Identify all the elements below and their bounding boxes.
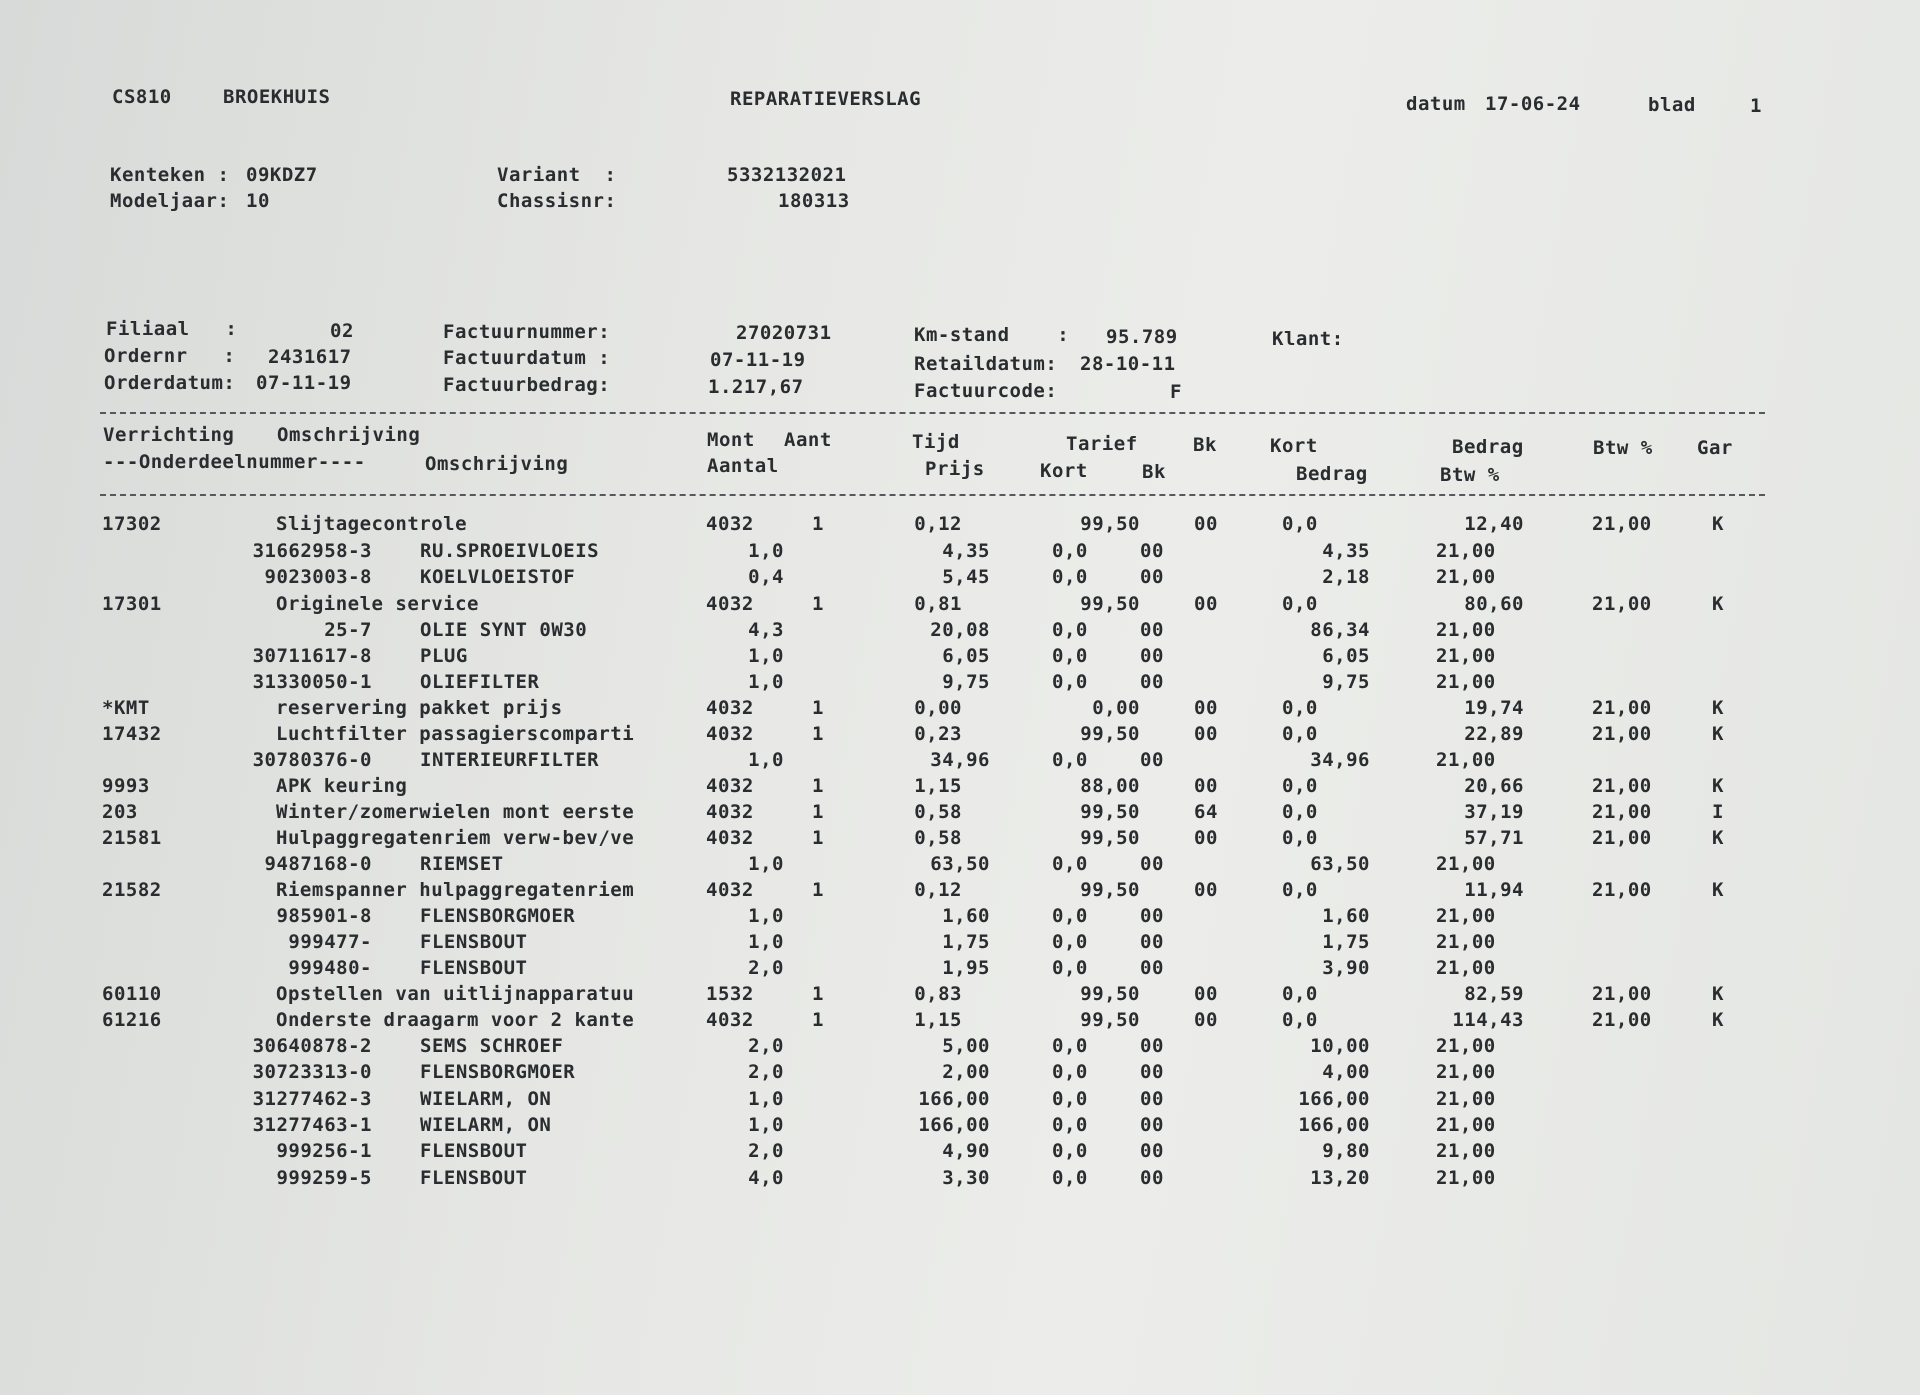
cell-kort: 0,0 [1052,619,1088,641]
cell-bedrag: 63,50 [1310,853,1370,875]
cell-mont: 4032 [706,775,754,797]
cell-bk: 00 [1194,723,1218,745]
cell-code: 9487168-0 [264,853,372,875]
orderdatum-value: 07-11-19 [256,372,352,394]
cell-aant: 1 [812,983,824,1005]
cell-aantal: 1,0 [748,749,784,771]
cell-bedrag: 4,00 [1322,1061,1370,1083]
cell-code: 30780376-0 [252,749,372,771]
cell-bedrag: 2,18 [1322,566,1370,588]
cell-bedrag: 86,34 [1310,619,1370,641]
col-bk: Bk [1193,434,1217,456]
cell-prijs: 1,95 [942,957,990,979]
cell-bk: 00 [1194,879,1218,901]
cell-code: 60110 [102,983,162,1005]
cell-bedrag: 57,71 [1464,827,1524,849]
cell-code: 31330050-1 [252,671,372,693]
cell-prijs: 63,50 [930,853,990,875]
cell-bk: 00 [1194,775,1218,797]
cell-desc: RU.SPROEIVLOEIS [420,540,600,562]
cell-desc: FLENSBOUT [420,1140,528,1162]
cell-bedrag: 80,60 [1464,593,1524,615]
cell-gar: K [1712,1009,1724,1031]
cell-kort: 0,0 [1052,749,1088,771]
factuurnummer-value: 27020731 [736,322,832,344]
cell-btw: 21,00 [1436,957,1496,979]
cell-tijd: 0,83 [914,983,962,1005]
retaildatum-value: 28-10-11 [1080,353,1176,375]
cell-btw: 21,00 [1436,749,1496,771]
cell-aant: 1 [812,723,824,745]
cell-bedrag: 20,66 [1464,775,1524,797]
cell-code: 17432 [102,723,162,745]
cell-bk: 00 [1194,513,1218,535]
cell-kort: 0,0 [1052,566,1088,588]
cell-btw: 21,00 [1436,1167,1496,1189]
cell-kort: 0,0 [1052,1114,1088,1136]
col-verrichting: Verrichting [103,424,235,446]
cell-desc: OLIEFILTER [420,671,540,693]
cell-bedrag: 37,19 [1464,801,1524,823]
cell-desc: Onderste draagarm voor 2 kante [276,1009,635,1031]
cell-desc: FLENSBOUT [420,1167,528,1189]
cell-aant: 1 [812,879,824,901]
col-onderdeelnummer: ---Onderdeelnummer---- [103,451,366,473]
cell-aantal: 1,0 [748,905,784,927]
factuurcode-label: Factuurcode: [914,380,1058,402]
kmstand-label: Km-stand : [914,324,1070,346]
cell-kort: 0,0 [1282,827,1318,849]
cell-bk: 64 [1194,801,1218,823]
cell-btw: 21,00 [1436,1140,1496,1162]
cell-tijd: 0,00 [914,697,962,719]
cell-code: 61216 [102,1009,162,1031]
modeljaar-value: 10 [246,190,270,212]
cell-desc: Slijtagecontrole [276,513,468,535]
cell-btw: 21,00 [1592,879,1652,901]
cell-code: 25-7 [324,619,372,641]
cell-bedrag: 1,75 [1322,931,1370,953]
cell-aantal: 2,0 [748,1140,784,1162]
cell-tijd: 0,58 [914,801,962,823]
cell-code: 21582 [102,879,162,901]
cell-code: 31662958-3 [252,540,372,562]
cell-tarief: 99,50 [1080,801,1140,823]
report-title: REPARATIEVERSLAG [730,88,922,110]
cell-bk: 00 [1140,1167,1164,1189]
cell-prijs: 1,60 [942,905,990,927]
cell-aantal: 1,0 [748,1088,784,1110]
cell-kort: 0,0 [1052,1061,1088,1083]
factuurcode-value: F [1170,381,1182,403]
cell-desc: Originele service [276,593,479,615]
filiaal-value: 02 [330,320,354,342]
cell-tijd: 0,12 [914,879,962,901]
cell-kort: 0,0 [1282,775,1318,797]
cell-bk: 00 [1140,931,1164,953]
cell-btw: 21,00 [1592,775,1652,797]
chassisnr-value: 180313 [778,190,850,212]
cell-aant: 1 [812,827,824,849]
cell-tarief: 99,50 [1080,827,1140,849]
cell-kort: 0,0 [1052,671,1088,693]
cell-bk: 00 [1194,697,1218,719]
cell-btw: 21,00 [1592,801,1652,823]
col-omschrijving-2: Omschrijving [425,453,569,475]
cell-desc: PLUG [420,645,468,667]
cell-gar: K [1712,697,1724,719]
cell-bk: 00 [1140,645,1164,667]
cell-btw: 21,00 [1436,566,1496,588]
cell-prijs: 4,35 [942,540,990,562]
cell-prijs: 9,75 [942,671,990,693]
chassisnr-label: Chassisnr: [497,190,617,212]
cell-bk: 00 [1140,957,1164,979]
datum-label: datum [1406,93,1466,115]
divider-top [100,412,1765,414]
cell-gar: K [1712,827,1724,849]
cell-prijs: 6,05 [942,645,990,667]
cell-bedrag: 166,00 [1298,1114,1370,1136]
variant-value: 5332132021 [727,164,847,186]
col-bk-2: Bk [1142,461,1166,483]
cell-code: 17302 [102,513,162,535]
klant-label: Klant: [1272,328,1344,350]
cell-btw: 21,00 [1436,540,1496,562]
factuurbedrag-value: 1.217,67 [708,376,804,398]
divider-header [100,494,1765,496]
cell-prijs: 5,45 [942,566,990,588]
factuurnummer-label: Factuurnummer: [443,321,611,343]
cell-bedrag: 9,75 [1322,671,1370,693]
orderdatum-label: Orderdatum: [104,372,236,394]
cell-code: 30711617-8 [252,645,372,667]
cell-tijd: 0,58 [914,827,962,849]
cell-code: 9023003-8 [264,566,372,588]
cell-desc: Luchtfilter passagierscomparti [276,723,635,745]
cell-bk: 00 [1140,749,1164,771]
cell-code: *KMT [102,697,150,719]
factuurbedrag-label: Factuurbedrag: [443,374,611,396]
col-tijd: Tijd [912,431,960,453]
cell-bedrag: 4,35 [1322,540,1370,562]
cell-tarief: 99,50 [1080,723,1140,745]
cell-prijs: 1,75 [942,931,990,953]
cell-tijd: 0,81 [914,593,962,615]
cell-code: 999480- [288,957,372,979]
cell-bk: 00 [1140,1088,1164,1110]
cell-bedrag: 11,94 [1464,879,1524,901]
cell-btw: 21,00 [1592,697,1652,719]
cell-kort: 0,0 [1282,1009,1318,1031]
cell-aant: 1 [812,775,824,797]
cell-kort: 0,0 [1052,905,1088,927]
cell-mont: 4032 [706,827,754,849]
cell-bedrag: 82,59 [1464,983,1524,1005]
cell-code: 999259-5 [276,1167,372,1189]
cell-btw: 21,00 [1592,827,1652,849]
cell-prijs: 4,90 [942,1140,990,1162]
col-bedrag: Bedrag [1452,436,1524,458]
cell-bk: 00 [1140,1114,1164,1136]
cell-bk: 00 [1140,566,1164,588]
cell-bedrag: 6,05 [1322,645,1370,667]
kenteken-label: Kenteken : [110,164,230,186]
cell-gar: K [1712,593,1724,615]
cell-btw: 21,00 [1436,931,1496,953]
cell-aantal: 2,0 [748,1061,784,1083]
cell-mont: 4032 [706,697,754,719]
cell-tarief: 88,00 [1080,775,1140,797]
cell-bedrag: 12,40 [1464,513,1524,535]
cell-desc: SEMS SCHROEF [420,1035,564,1057]
cell-tijd: 0,12 [914,513,962,535]
cell-kort: 0,0 [1282,801,1318,823]
cell-btw: 21,00 [1592,513,1652,535]
cell-desc: APK keuring [276,775,408,797]
cell-btw: 21,00 [1436,1114,1496,1136]
cell-kort: 0,0 [1052,645,1088,667]
cell-aantal: 4,0 [748,1167,784,1189]
cell-btw: 21,00 [1592,593,1652,615]
cell-prijs: 34,96 [930,749,990,771]
cell-bk: 00 [1140,1061,1164,1083]
cell-bedrag: 3,90 [1322,957,1370,979]
col-aant: Aant [784,429,832,451]
cell-desc: FLENSBOUT [420,957,528,979]
cell-code: 31277462-3 [252,1088,372,1110]
cell-code: 999477- [288,931,372,953]
cell-prijs: 166,00 [918,1114,990,1136]
cell-code: 30723313-0 [252,1061,372,1083]
col-mont: Mont [707,429,755,451]
col-tarief: Tarief [1066,433,1138,455]
cell-bk: 00 [1194,1009,1218,1031]
cell-aantal: 4,3 [748,619,784,641]
cell-kort: 0,0 [1052,1088,1088,1110]
col-prijs: Prijs [925,458,985,480]
col-btw: Btw % [1593,437,1653,459]
cell-aant: 1 [812,593,824,615]
cell-prijs: 2,00 [942,1061,990,1083]
cell-btw: 21,00 [1436,1061,1496,1083]
cell-aantal: 2,0 [748,1035,784,1057]
cell-bedrag: 13,20 [1310,1167,1370,1189]
col-aantal: Aantal [707,455,779,477]
cell-btw: 21,00 [1436,1035,1496,1057]
cell-tarief: 0,00 [1092,697,1140,719]
cell-mont: 4032 [706,879,754,901]
cell-aant: 1 [812,697,824,719]
cell-desc: Hulpaggregatenriem verw-bev/ve [276,827,635,849]
cell-kort: 0,0 [1282,723,1318,745]
cell-mont: 1532 [706,983,754,1005]
cell-bk: 00 [1194,983,1218,1005]
cell-bk: 00 [1140,619,1164,641]
datum-value: 17-06-24 [1485,93,1581,115]
cell-bk: 00 [1140,540,1164,562]
cell-kort: 0,0 [1052,931,1088,953]
cell-aantal: 0,4 [748,566,784,588]
cell-kort: 0,0 [1052,1035,1088,1057]
cell-desc: WIELARM, ON [420,1088,552,1110]
cell-aantal: 1,0 [748,931,784,953]
factuurdatum-value: 07-11-19 [710,349,806,371]
cell-code: 30640878-2 [252,1035,372,1057]
cell-mont: 4032 [706,1009,754,1031]
cell-bedrag: 1,60 [1322,905,1370,927]
cell-gar: K [1712,879,1724,901]
cell-bedrag: 34,96 [1310,749,1370,771]
cell-bk: 00 [1194,827,1218,849]
cell-gar: K [1712,983,1724,1005]
col-btw-2: Btw % [1440,464,1500,486]
filiaal-label: Filiaal : [106,318,238,340]
cell-code: 31277463-1 [252,1114,372,1136]
cell-desc: KOELVLOEISTOF [420,566,576,588]
cell-kort: 0,0 [1052,1167,1088,1189]
ordernr-label: Ordernr : [104,345,236,367]
cell-bk: 00 [1140,671,1164,693]
cell-kort: 0,0 [1052,957,1088,979]
cell-aantal: 1,0 [748,671,784,693]
cell-btw: 21,00 [1436,1088,1496,1110]
cell-bedrag: 22,89 [1464,723,1524,745]
cell-tarief: 99,50 [1080,1009,1140,1031]
cell-bedrag: 10,00 [1310,1035,1370,1057]
retaildatum-label: Retaildatum: [914,353,1058,375]
cell-prijs: 166,00 [918,1088,990,1110]
cell-btw: 21,00 [1592,723,1652,745]
cell-code: 999256-1 [276,1140,372,1162]
cell-gar: K [1712,723,1724,745]
cell-btw: 21,00 [1436,905,1496,927]
kenteken-value: 09KDZ7 [246,164,318,186]
cell-desc: WIELARM, ON [420,1114,552,1136]
cell-kort: 0,0 [1282,879,1318,901]
cell-btw: 21,00 [1436,619,1496,641]
cell-tijd: 1,15 [914,775,962,797]
cell-aant: 1 [812,801,824,823]
col-gar: Gar [1697,437,1733,459]
cell-btw: 21,00 [1436,853,1496,875]
cell-prijs: 3,30 [942,1167,990,1189]
cell-prijs: 20,08 [930,619,990,641]
cell-desc: reservering pakket prijs [276,697,563,719]
cell-desc: Winter/zomerwielen mont eerste [276,801,635,823]
cell-gar: K [1712,775,1724,797]
cell-bedrag: 166,00 [1298,1088,1370,1110]
ordernr-value: 2431617 [268,346,352,368]
cell-prijs: 5,00 [942,1035,990,1057]
cell-bedrag: 19,74 [1464,697,1524,719]
cell-bk: 00 [1140,1035,1164,1057]
cell-mont: 4032 [706,513,754,535]
cell-code: 17301 [102,593,162,615]
blad-label: blad [1648,94,1696,116]
variant-label: Variant : [497,164,617,186]
cell-code: 9993 [102,775,150,797]
cell-desc: FLENSBOUT [420,931,528,953]
cell-mont: 4032 [706,593,754,615]
col-kort: Kort [1270,435,1318,457]
cell-bk: 00 [1140,905,1164,927]
cell-btw: 21,00 [1436,671,1496,693]
cell-aant: 1 [812,513,824,535]
cell-desc: Opstellen van uitlijnapparatuu [276,983,635,1005]
cell-aantal: 1,0 [748,1114,784,1136]
col-kort-2: Kort [1040,460,1088,482]
cell-kort: 0,0 [1282,983,1318,1005]
cell-bedrag: 114,43 [1452,1009,1524,1031]
cell-aantal: 1,0 [748,645,784,667]
cell-desc: Riemspanner hulpaggregatenriem [276,879,635,901]
cell-gar: K [1712,513,1724,535]
cell-tarief: 99,50 [1080,879,1140,901]
blad-value: 1 [1750,95,1762,117]
cell-tarief: 99,50 [1080,983,1140,1005]
cell-mont: 4032 [706,723,754,745]
cell-bk: 00 [1140,1140,1164,1162]
company-name: BROEKHUIS [223,86,331,108]
cell-gar: I [1712,801,1724,823]
cell-bedrag: 9,80 [1322,1140,1370,1162]
cell-tarief: 99,50 [1080,513,1140,535]
cell-aantal: 2,0 [748,957,784,979]
cell-bk: 00 [1194,593,1218,615]
cell-btw: 21,00 [1592,983,1652,1005]
cell-mont: 4032 [706,801,754,823]
cell-code: 203 [102,801,138,823]
cell-btw: 21,00 [1592,1009,1652,1031]
cell-desc: OLIE SYNT 0W30 [420,619,588,641]
cell-tijd: 0,23 [914,723,962,745]
cell-tarief: 99,50 [1080,593,1140,615]
cell-tijd: 1,15 [914,1009,962,1031]
cell-kort: 0,0 [1282,513,1318,535]
cell-kort: 0,0 [1282,593,1318,615]
cell-desc: INTERIEURFILTER [420,749,600,771]
cell-desc: RIEMSET [420,853,504,875]
col-bedrag-2: Bedrag [1296,463,1368,485]
cell-aantal: 1,0 [748,853,784,875]
cell-code: 21581 [102,827,162,849]
col-omschrijving: Omschrijving [277,424,421,446]
cell-code: 985901-8 [276,905,372,927]
cell-kort: 0,0 [1052,540,1088,562]
cell-desc: FLENSBORGMOER [420,905,576,927]
kmstand-value: 95.789 [1106,326,1178,348]
cell-kort: 0,0 [1282,697,1318,719]
cell-kort: 0,0 [1052,853,1088,875]
cell-aantal: 1,0 [748,540,784,562]
modeljaar-label: Modeljaar: [110,190,230,212]
factuurdatum-label: Factuurdatum : [443,347,611,369]
cell-desc: FLENSBORGMOER [420,1061,576,1083]
cell-bk: 00 [1140,853,1164,875]
cell-aant: 1 [812,1009,824,1031]
system-code: CS810 [112,86,172,108]
cell-kort: 0,0 [1052,1140,1088,1162]
cell-btw: 21,00 [1436,645,1496,667]
